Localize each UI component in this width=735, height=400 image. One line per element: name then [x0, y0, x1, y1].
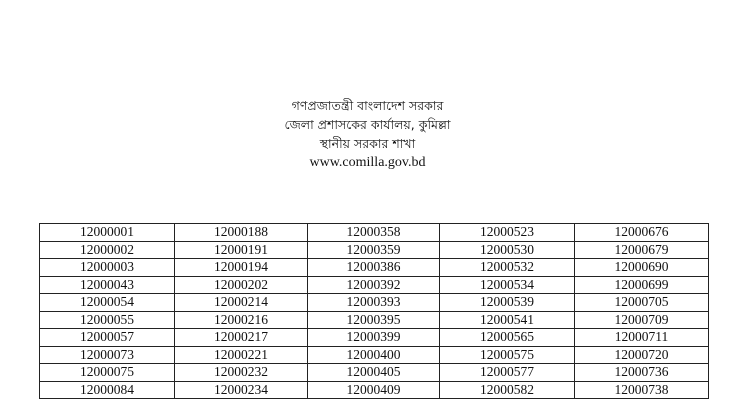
table-row	[40, 381, 709, 399]
table-cell: 12000003	[40, 259, 175, 277]
table-cell: 12000216	[175, 311, 308, 329]
table-cell: 12000194	[175, 259, 308, 277]
table-row	[40, 276, 709, 294]
table-cell: 12000057	[40, 329, 175, 347]
table-cell: 12000720	[575, 346, 709, 364]
table-row	[40, 311, 709, 329]
table-cell: 12000577	[440, 364, 575, 382]
table-cell: 12000530	[440, 241, 575, 259]
office-title: জেলা প্রশাসকের কার্যালয়, কুমিল্লা	[284, 117, 451, 132]
table-cell: 12000676	[575, 224, 709, 242]
document-header	[0, 96, 735, 172]
table-cell: 12000393	[308, 294, 440, 312]
table-row	[40, 346, 709, 364]
table-cell: 12000234	[175, 381, 308, 399]
table-cell: 12000214	[175, 294, 308, 312]
table-cell: 12000711	[575, 329, 709, 347]
table-cell: 12000386	[308, 259, 440, 277]
table-cell: 12000565	[440, 329, 575, 347]
table-cell: 12000359	[308, 241, 440, 259]
table-row	[40, 364, 709, 382]
table-cell: 12000073	[40, 346, 175, 364]
table-cell: 12000399	[308, 329, 440, 347]
table-cell: 12000191	[175, 241, 308, 259]
table-cell: 12000534	[440, 276, 575, 294]
table-row	[40, 224, 709, 242]
table-body	[40, 224, 709, 399]
table-cell: 12000358	[308, 224, 440, 242]
table-cell: 12000084	[40, 381, 175, 399]
table-cell: 12000002	[40, 241, 175, 259]
table-cell: 12000188	[175, 224, 308, 242]
section-title: স্থানীয় সরকার শাখা	[319, 136, 416, 151]
table-cell: 12000523	[440, 224, 575, 242]
table-cell: 12000705	[575, 294, 709, 312]
table-row	[40, 329, 709, 347]
table-cell: 12000532	[440, 259, 575, 277]
table-cell: 12000541	[440, 311, 575, 329]
table-cell: 12000221	[175, 346, 308, 364]
table-cell: 12000217	[175, 329, 308, 347]
table-cell: 12000409	[308, 381, 440, 399]
government-title: গণপ্রজাতন্ত্রী বাংলাদেশ সরকার	[291, 98, 444, 113]
id-number-table	[39, 223, 709, 399]
table-cell: 12000054	[40, 294, 175, 312]
table-row	[40, 294, 709, 312]
table-cell: 12000405	[308, 364, 440, 382]
table-cell: 12000736	[575, 364, 709, 382]
table-cell: 12000043	[40, 276, 175, 294]
table-cell: 12000395	[308, 311, 440, 329]
table-cell: 12000232	[175, 364, 308, 382]
table-cell: 12000539	[440, 294, 575, 312]
table-cell: 12000738	[575, 381, 709, 399]
table-cell: 12000582	[440, 381, 575, 399]
table-cell: 12000679	[575, 241, 709, 259]
website-text: www.comilla.gov.bd	[309, 155, 426, 170]
table-cell: 12000575	[440, 346, 575, 364]
table-row	[40, 259, 709, 277]
table-cell: 12000075	[40, 364, 175, 382]
table-cell: 12000392	[308, 276, 440, 294]
table-cell: 12000001	[40, 224, 175, 242]
table-cell: 12000690	[575, 259, 709, 277]
table-cell: 12000699	[575, 276, 709, 294]
table-cell: 12000055	[40, 311, 175, 329]
table-cell: 12000400	[308, 346, 440, 364]
table-row	[40, 241, 709, 259]
table-cell: 12000709	[575, 311, 709, 329]
table-cell: 12000202	[175, 276, 308, 294]
